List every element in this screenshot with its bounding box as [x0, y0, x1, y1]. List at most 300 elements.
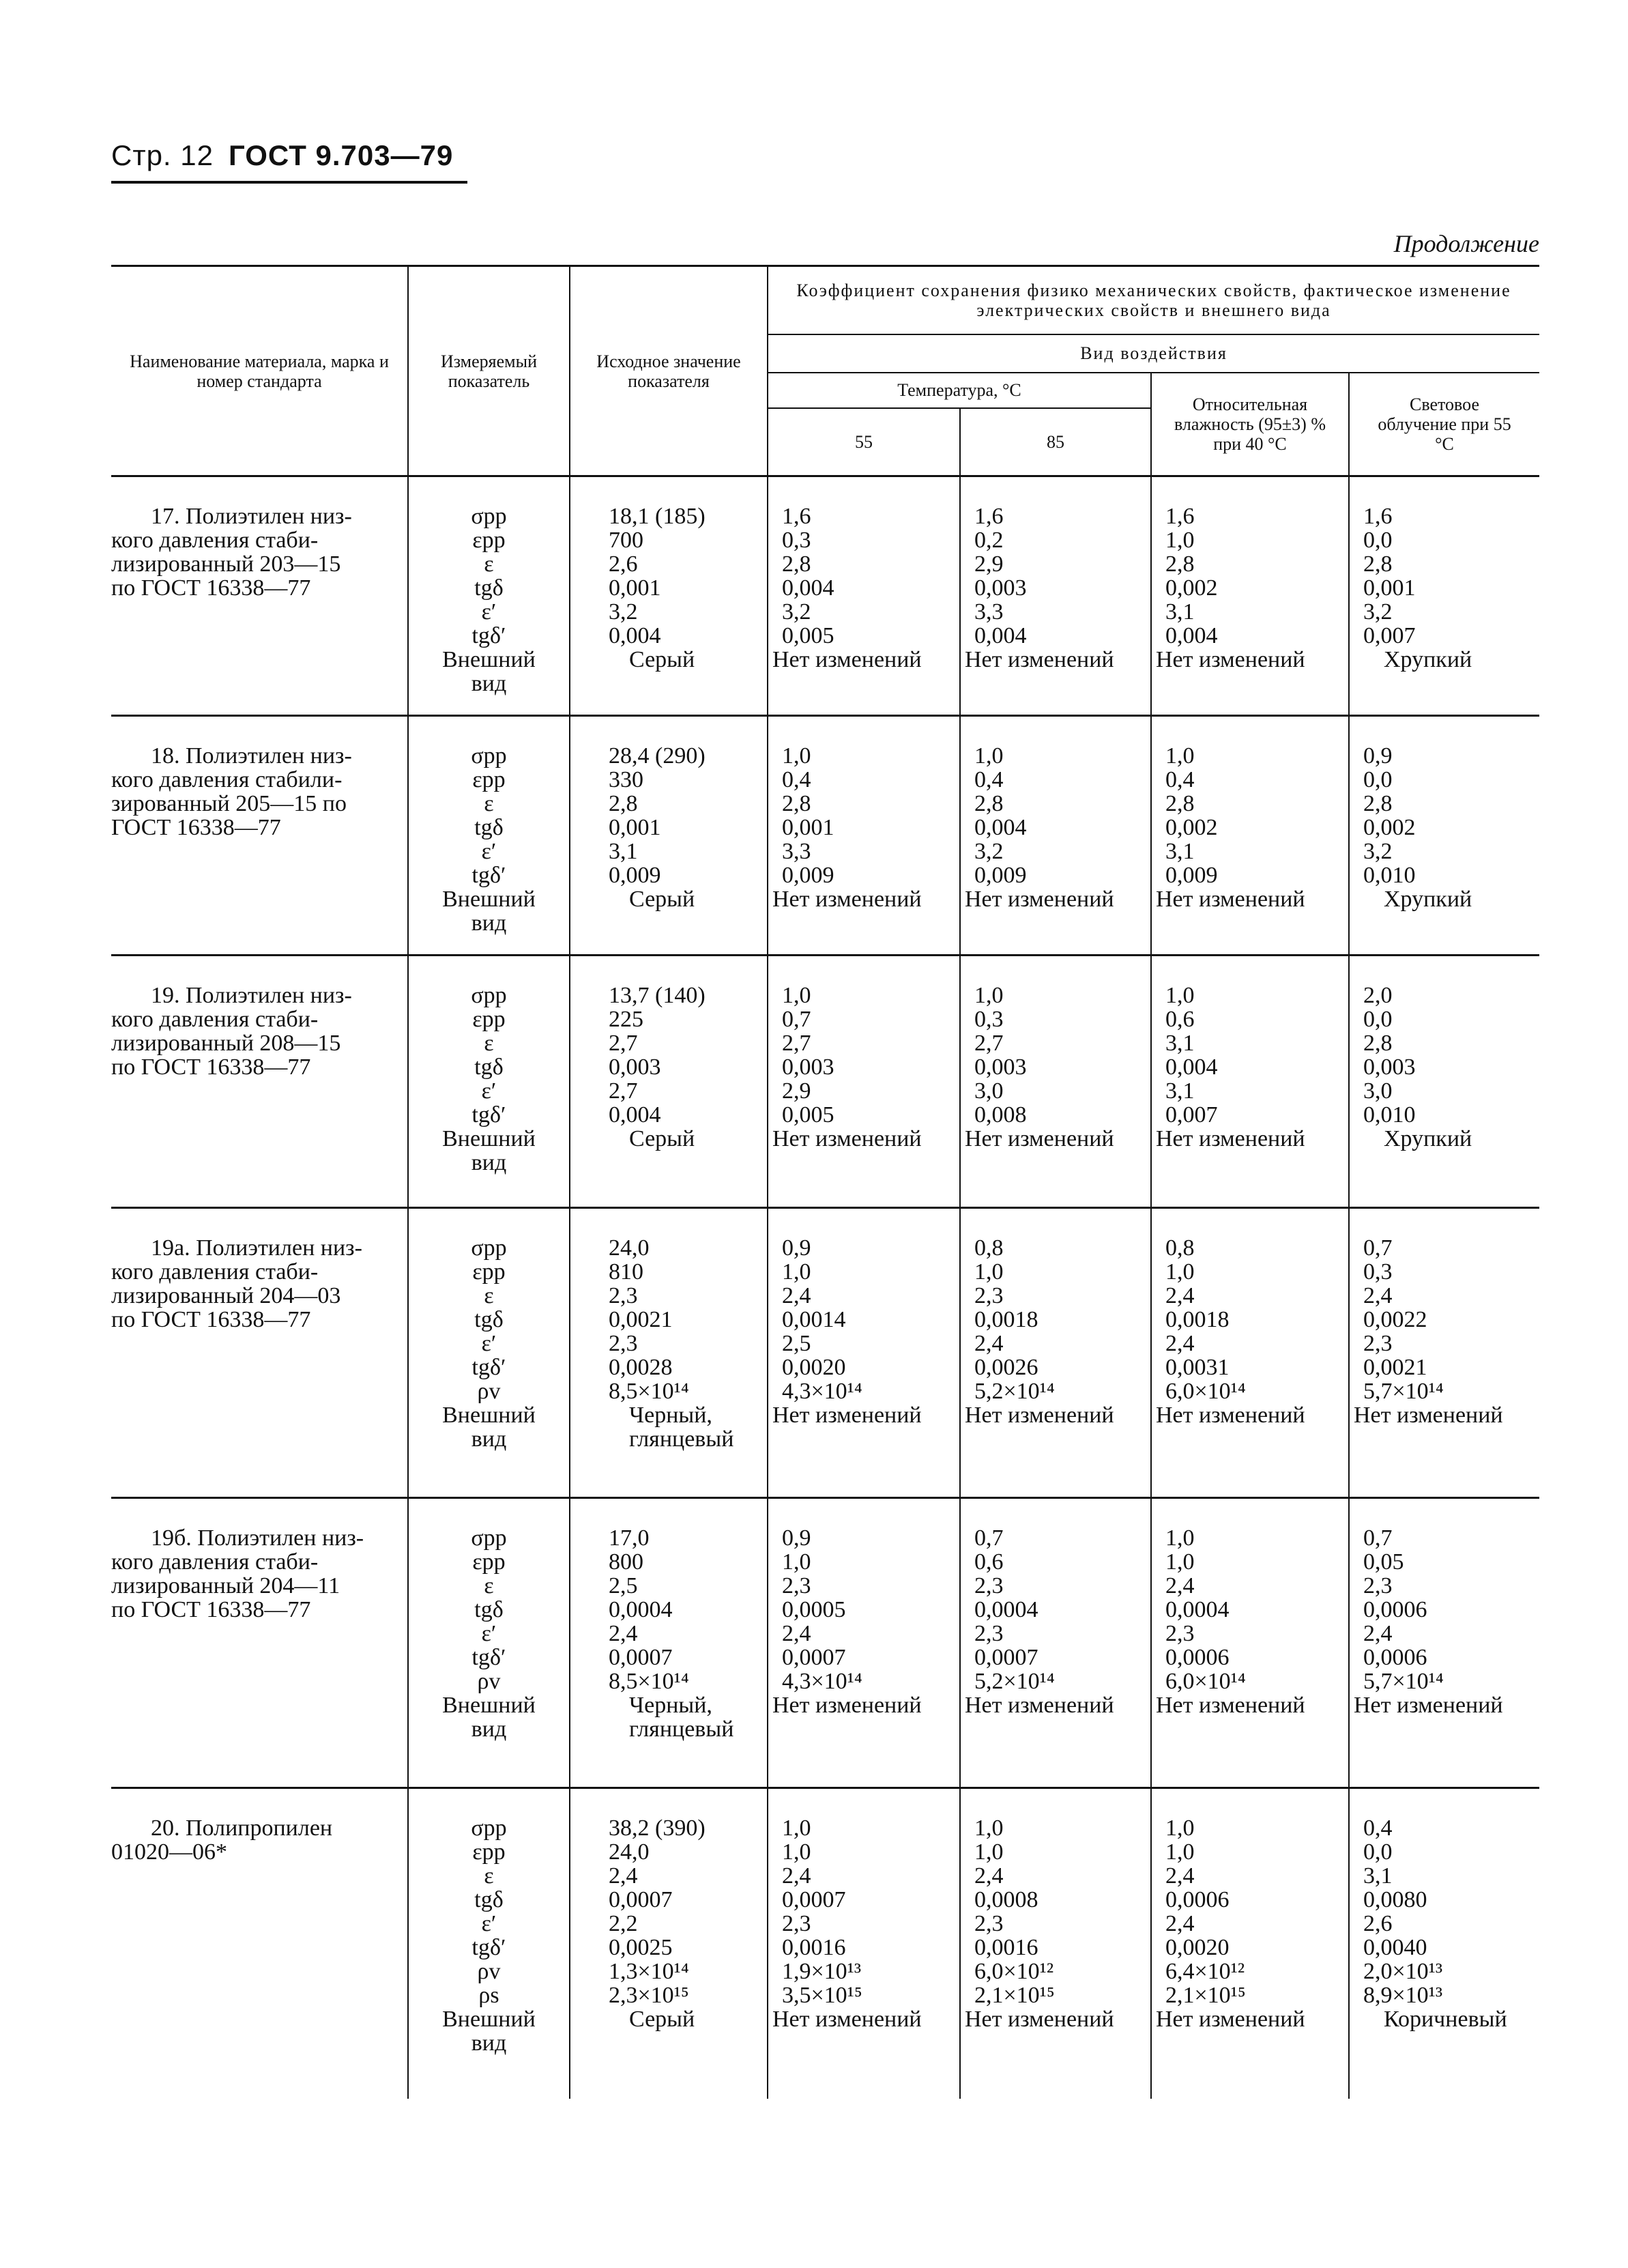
- values-t55: [768, 476, 960, 716]
- value-light: 0,0: [1363, 767, 1393, 792]
- indicator-label: ε: [484, 551, 494, 577]
- indicator-label: Внешний: [442, 2007, 536, 2032]
- material-name-line: кого давления стаби-: [111, 528, 319, 553]
- values-light: [1349, 1208, 1539, 1498]
- initial-value: 28,4 (290): [609, 743, 706, 769]
- value-humidity: 3,1: [1165, 1031, 1195, 1056]
- value-humidity: 6,0×10¹⁴: [1165, 1379, 1246, 1404]
- indicator-label: tgδ′: [471, 1645, 506, 1670]
- material-name-line: 19а. Полиэтилен низ-: [151, 1235, 362, 1261]
- initial-value: 2,8: [609, 791, 638, 816]
- indicator-label: tgδ: [474, 815, 504, 840]
- initial-value: 17,0: [609, 1525, 650, 1551]
- value-t85: Нет изменений: [965, 887, 1114, 912]
- material-name-line: по ГОСТ 16338—77: [111, 1597, 311, 1622]
- table-header: [111, 266, 1539, 476]
- value-light: 0,0: [1363, 1007, 1393, 1032]
- values-light: [1349, 1498, 1539, 1788]
- material-name-line: кого давления стабили-: [111, 767, 343, 792]
- value-t55: 0,7: [782, 1007, 811, 1032]
- table-body: [111, 476, 1539, 2099]
- indicator-label: ε′: [481, 839, 497, 864]
- value-t85: Нет изменений: [965, 1403, 1114, 1428]
- indicator-list: [408, 1208, 570, 1498]
- material-name-line: 17. Полиэтилен низ-: [151, 504, 352, 529]
- initial-value: 2,5: [609, 1573, 638, 1598]
- indicator-label: tgδ: [474, 1887, 504, 1912]
- table-row: [111, 1208, 1539, 1498]
- value-light: 2,0: [1363, 983, 1393, 1008]
- value-t85: Нет изменений: [965, 2007, 1114, 2032]
- material-name: [111, 1208, 408, 1498]
- initial-value: 2,3: [609, 1331, 638, 1356]
- material-name: [111, 1498, 408, 1788]
- initial-value: 3,1: [609, 839, 638, 864]
- value-t85: 0,8: [974, 1235, 1004, 1261]
- values-t55: [768, 1788, 960, 2099]
- value-humidity: 0,0018: [1165, 1307, 1230, 1332]
- value-t85: Нет изменений: [965, 1126, 1114, 1151]
- initial-value: 2,6: [609, 551, 638, 577]
- value-t55: 1,0: [782, 1839, 811, 1865]
- values-t85: [960, 956, 1151, 1208]
- values-humidity: [1151, 716, 1349, 956]
- value-light: 5,7×10¹⁴: [1363, 1379, 1444, 1404]
- values-t85: [960, 716, 1151, 956]
- value-t85: 1,0: [974, 1815, 1004, 1841]
- value-light: 0,007: [1363, 623, 1416, 648]
- material-name-line: лизированный 204—03: [111, 1283, 341, 1308]
- value-t55: 1,0: [782, 1815, 811, 1841]
- indicator-label: σрр: [471, 1815, 507, 1841]
- indicator-label: вид: [471, 2030, 507, 2056]
- value-humidity: 0,8: [1165, 1235, 1195, 1261]
- value-t85: 0,009: [974, 863, 1027, 888]
- initial-value: 330: [609, 767, 643, 792]
- value-humidity: 1,0: [1165, 1525, 1195, 1551]
- indicator-label: Внешний: [442, 1403, 536, 1428]
- material-name-line: 01020—06*: [111, 1839, 227, 1865]
- value-t55: 0,0020: [782, 1355, 846, 1380]
- value-light: Хрупкий: [1384, 1126, 1472, 1151]
- value-t55: 0,001: [782, 815, 834, 840]
- values-light: [1349, 956, 1539, 1208]
- values-humidity: [1151, 956, 1349, 1208]
- initial-values: [570, 716, 768, 956]
- header-temperature: Температура, °С: [768, 373, 1151, 408]
- value-humidity: 3,1: [1165, 1078, 1195, 1104]
- header-light: Световое облучение при 55 °С: [1349, 373, 1539, 476]
- value-t85: 0,0008: [974, 1887, 1038, 1912]
- value-light: 3,1: [1363, 1863, 1393, 1889]
- value-humidity: 0,4: [1165, 767, 1195, 792]
- material-name: [111, 956, 408, 1208]
- values-humidity: [1151, 1208, 1349, 1498]
- value-humidity: 2,4: [1165, 1283, 1195, 1308]
- value-humidity: 1,0: [1165, 1549, 1195, 1575]
- value-t55: 2,4: [782, 1621, 811, 1646]
- value-t55: 3,2: [782, 599, 811, 625]
- initial-value: 13,7 (140): [609, 983, 706, 1008]
- indicator-label: tgδ′: [471, 863, 506, 888]
- indicator-list: [408, 476, 570, 716]
- indicator-label: εрр: [472, 767, 506, 792]
- initial-value: 0,0007: [609, 1887, 673, 1912]
- value-light: 0,0006: [1363, 1645, 1427, 1670]
- initial-value: Серый: [629, 2007, 695, 2032]
- values-t85: [960, 1208, 1151, 1498]
- value-humidity: 2,4: [1165, 1573, 1195, 1598]
- value-humidity: 0,002: [1165, 575, 1218, 601]
- value-t55: 2,4: [782, 1283, 811, 1308]
- value-humidity: 0,0020: [1165, 1935, 1230, 1960]
- value-t55: 0,0007: [782, 1887, 846, 1912]
- indicator-label: εрр: [472, 1549, 506, 1575]
- value-t85: Нет изменений: [965, 1693, 1114, 1718]
- value-light: 5,7×10¹⁴: [1363, 1669, 1444, 1694]
- value-t85: 1,0: [974, 983, 1004, 1008]
- material-name: [111, 716, 408, 956]
- indicator-label: Внешний: [442, 887, 536, 912]
- initial-value: 2,3: [609, 1283, 638, 1308]
- value-light: 3,2: [1363, 599, 1393, 625]
- initial-value: 225: [609, 1007, 643, 1032]
- initial-value: Серый: [629, 647, 695, 672]
- values-t55: [768, 956, 960, 1208]
- value-humidity: 0,0006: [1165, 1887, 1230, 1912]
- material-name-line: по ГОСТ 16338—77: [111, 1054, 311, 1080]
- value-t85: 2,4: [974, 1863, 1004, 1889]
- material-name-line: 19. Полиэтилен низ-: [151, 983, 352, 1008]
- indicator-label: ε′: [481, 1331, 497, 1356]
- indicator-label: ε′: [481, 1078, 497, 1104]
- value-light: 0,0: [1363, 1839, 1393, 1865]
- page-header: [111, 139, 453, 173]
- value-t55: 0,004: [782, 575, 834, 601]
- initial-value: 0,001: [609, 815, 661, 840]
- initial-value: 2,2: [609, 1911, 638, 1936]
- value-light: 2,4: [1363, 1621, 1393, 1646]
- header-rule: [111, 181, 467, 184]
- value-light: 0,9: [1363, 743, 1393, 769]
- value-t55: 1,0: [782, 743, 811, 769]
- value-t55: Нет изменений: [772, 1126, 922, 1151]
- value-t55: 2,8: [782, 791, 811, 816]
- value-light: 2,3: [1363, 1331, 1393, 1356]
- initial-value: 2,4: [609, 1621, 638, 1646]
- indicator-label: tgδ′: [471, 623, 506, 648]
- indicator-label: εрр: [472, 528, 506, 553]
- value-humidity: 6,4×10¹²: [1165, 1959, 1245, 1984]
- value-humidity: 3,1: [1165, 599, 1195, 625]
- value-t55: 1,0: [782, 1549, 811, 1575]
- value-t55: 0,005: [782, 623, 834, 648]
- value-humidity: Нет изменений: [1156, 1693, 1305, 1718]
- value-t85: 0,008: [974, 1102, 1027, 1128]
- value-light: 0,002: [1363, 815, 1416, 840]
- material-name-line: кого давления стаби-: [111, 1007, 319, 1032]
- value-t85: 1,0: [974, 1839, 1004, 1865]
- initial-values: [570, 1208, 768, 1498]
- value-humidity: Нет изменений: [1156, 887, 1305, 912]
- header-coefficient: Коэффициент сохранения физико механических свойств, фактическое изменение электрических свойств и внешнего вида: [768, 266, 1539, 334]
- value-t85: 1,0: [974, 1259, 1004, 1284]
- initial-value: 38,2 (390): [609, 1815, 706, 1841]
- material-name: [111, 1788, 408, 2099]
- value-t85: 0,0026: [974, 1355, 1038, 1380]
- material-name: [111, 476, 408, 716]
- value-humidity: Нет изменений: [1156, 1403, 1305, 1428]
- indicator-label: ρv: [477, 1959, 501, 1984]
- initial-value: 24,0: [609, 1235, 650, 1261]
- value-light: 8,9×10¹³: [1363, 1983, 1443, 2008]
- value-light: 1,6: [1363, 504, 1393, 529]
- value-humidity: 0,0006: [1165, 1645, 1230, 1670]
- value-t85: 3,2: [974, 839, 1004, 864]
- value-light: 0,0021: [1363, 1355, 1427, 1380]
- value-t55: 0,4: [782, 767, 811, 792]
- value-t85: 2,3: [974, 1283, 1004, 1308]
- value-t55: 2,4: [782, 1863, 811, 1889]
- value-t85: 6,0×10¹²: [974, 1959, 1054, 1984]
- initial-value: 0,009: [609, 863, 661, 888]
- value-light: 2,3: [1363, 1573, 1393, 1598]
- value-light: 0,0006: [1363, 1597, 1427, 1622]
- value-t85: 0,0004: [974, 1597, 1038, 1622]
- indicator-label: ρv: [477, 1379, 501, 1404]
- header-material: Наименование материала, марка и номер стандарта: [111, 266, 408, 476]
- value-humidity: 0,6: [1165, 1007, 1195, 1032]
- indicator-list: [408, 716, 570, 956]
- value-light: 0,4: [1363, 1815, 1393, 1841]
- value-humidity: 2,8: [1165, 551, 1195, 577]
- initial-value: 0,004: [609, 623, 661, 648]
- value-light: 2,4: [1363, 1283, 1393, 1308]
- material-name-line: 19б. Полиэтилен низ-: [151, 1525, 364, 1551]
- value-t55: 0,0005: [782, 1597, 846, 1622]
- value-t55: 2,7: [782, 1031, 811, 1056]
- indicator-list: [408, 956, 570, 1208]
- value-t85: Нет изменений: [965, 647, 1114, 672]
- initial-value: 0,0007: [609, 1645, 673, 1670]
- material-name-line: кого давления стаби-: [111, 1259, 319, 1284]
- value-t85: 2,3: [974, 1911, 1004, 1936]
- value-humidity: 3,1: [1165, 839, 1195, 864]
- initial-value: 0,004: [609, 1102, 661, 1128]
- properties-table: [111, 265, 1539, 2099]
- indicator-label: вид: [471, 671, 507, 696]
- initial-value: 8,5×10¹⁴: [609, 1669, 689, 1694]
- values-light: [1349, 1788, 1539, 2099]
- value-humidity: 0,004: [1165, 623, 1218, 648]
- value-t55: 2,5: [782, 1331, 811, 1356]
- value-light: 0,05: [1363, 1549, 1404, 1575]
- value-light: 0,3: [1363, 1259, 1393, 1284]
- value-light: 0,7: [1363, 1525, 1393, 1551]
- header-temp-85: 85: [960, 408, 1151, 476]
- initial-value: Серый: [629, 887, 695, 912]
- material-name-line: 18. Полиэтилен низ-: [151, 743, 352, 769]
- value-t85: 2,9: [974, 551, 1004, 577]
- standard-number: ГОСТ 9.703—79: [228, 139, 454, 171]
- value-humidity: 1,0: [1165, 1815, 1195, 1841]
- header-humidity: Относительная влажность (95±3) % при 40 °С: [1151, 373, 1349, 476]
- value-t55: 4,3×10¹⁴: [782, 1379, 862, 1404]
- value-light: 2,8: [1363, 791, 1393, 816]
- header-indicator: Измеряемый показатель: [408, 266, 570, 476]
- value-t85: 2,4: [974, 1331, 1004, 1356]
- value-t55: 3,5×10¹⁵: [782, 1983, 862, 2008]
- value-t85: 0,003: [974, 575, 1027, 601]
- value-t55: 0,9: [782, 1525, 811, 1551]
- value-light: 2,8: [1363, 551, 1393, 577]
- value-light: Коричневый: [1384, 2007, 1507, 2032]
- header-temp-55: 55: [768, 408, 960, 476]
- indicator-label: вид: [471, 1426, 507, 1452]
- value-t85: 1,0: [974, 743, 1004, 769]
- value-light: 0,0: [1363, 528, 1393, 553]
- value-t55: 1,9×10¹³: [782, 1959, 862, 1984]
- value-light: Нет изменений: [1354, 1403, 1503, 1428]
- indicator-label: ε′: [481, 599, 497, 625]
- material-name-line: кого давления стаби-: [111, 1549, 319, 1575]
- value-humidity: 2,3: [1165, 1621, 1195, 1646]
- value-humidity: 1,0: [1165, 1839, 1195, 1865]
- value-t55: 2,9: [782, 1078, 811, 1104]
- material-name-line: зированный 205—15 по: [111, 791, 347, 816]
- value-t85: 0,003: [974, 1054, 1027, 1080]
- value-light: Хрупкий: [1384, 887, 1472, 912]
- value-light: 2,6: [1363, 1911, 1393, 1936]
- value-t85: 2,1×10¹⁵: [974, 1983, 1055, 2008]
- indicator-list: [408, 1788, 570, 2099]
- value-t55: 1,0: [782, 1259, 811, 1284]
- initial-values: [570, 476, 768, 716]
- value-humidity: 6,0×10¹⁴: [1165, 1669, 1246, 1694]
- indicator-label: εрр: [472, 1839, 506, 1865]
- indicator-label: ε: [484, 1031, 494, 1056]
- initial-value: 2,7: [609, 1078, 638, 1104]
- table-row: [111, 1498, 1539, 1788]
- values-light: [1349, 716, 1539, 956]
- value-t85: 0,004: [974, 623, 1027, 648]
- values-t85: [960, 1498, 1151, 1788]
- indicator-label: ε: [484, 1283, 494, 1308]
- material-name-line: по ГОСТ 16338—77: [111, 1307, 311, 1332]
- initial-value: 0,0025: [609, 1935, 673, 1960]
- value-t55: 1,6: [782, 504, 811, 529]
- value-humidity: 1,0: [1165, 1259, 1195, 1284]
- value-t85: 0,0007: [974, 1645, 1038, 1670]
- value-humidity: 0,004: [1165, 1054, 1218, 1080]
- initial-values: [570, 1788, 768, 2099]
- values-t55: [768, 1208, 960, 1498]
- indicator-label: ε′: [481, 1621, 497, 1646]
- value-humidity: 2,4: [1165, 1911, 1195, 1936]
- value-t85: 1,6: [974, 504, 1004, 529]
- indicator-label: ε′: [481, 1911, 497, 1936]
- initial-value: 1,3×10¹⁴: [609, 1959, 689, 1984]
- value-t85: 0,0016: [974, 1935, 1038, 1960]
- table-row: [111, 1788, 1539, 2099]
- indicator-label: σрр: [471, 504, 507, 529]
- value-light: 0,0040: [1363, 1935, 1427, 1960]
- value-t55: Нет изменений: [772, 647, 922, 672]
- material-name-line: по ГОСТ 16338—77: [111, 575, 311, 601]
- value-light: 0,003: [1363, 1054, 1416, 1080]
- material-name-line: ГОСТ 16338—77: [111, 815, 281, 840]
- value-t85: 2,7: [974, 1031, 1004, 1056]
- indicator-label: εрр: [472, 1259, 506, 1284]
- value-humidity: 2,8: [1165, 791, 1195, 816]
- initial-value: 810: [609, 1259, 643, 1284]
- values-t85: [960, 476, 1151, 716]
- value-t55: 3,3: [782, 839, 811, 864]
- value-t85: 0,004: [974, 815, 1027, 840]
- material-name-line: 20. Полипропилен: [151, 1815, 333, 1841]
- value-humidity: 2,4: [1165, 1863, 1195, 1889]
- value-t55: 0,0014: [782, 1307, 846, 1332]
- value-light: 0,0080: [1363, 1887, 1427, 1912]
- initial-value: глянцевый: [629, 1717, 734, 1742]
- value-t85: 5,2×10¹⁴: [974, 1379, 1055, 1404]
- value-light: 0,010: [1363, 1102, 1416, 1128]
- value-light: 2,8: [1363, 1031, 1393, 1056]
- value-t85: 5,2×10¹⁴: [974, 1669, 1055, 1694]
- value-t85: 0,0018: [974, 1307, 1038, 1332]
- initial-value: 0,0028: [609, 1355, 673, 1380]
- value-humidity: Нет изменений: [1156, 1126, 1305, 1151]
- value-t85: 3,3: [974, 599, 1004, 625]
- indicator-label: Внешний: [442, 1693, 536, 1718]
- values-humidity: [1151, 1788, 1349, 2099]
- value-light: 0,001: [1363, 575, 1416, 601]
- initial-value: Черный,: [629, 1403, 712, 1428]
- value-light: 3,2: [1363, 839, 1393, 864]
- material-name-line: лизированный 204—11: [111, 1573, 340, 1598]
- value-t55: 2,8: [782, 551, 811, 577]
- indicator-label: Внешний: [442, 647, 536, 672]
- initial-value: глянцевый: [629, 1426, 734, 1452]
- values-t85: [960, 1788, 1151, 2099]
- indicator-label: вид: [471, 1150, 507, 1175]
- value-t55: 2,3: [782, 1911, 811, 1936]
- value-t85: 0,4: [974, 767, 1004, 792]
- indicator-label: ε: [484, 1863, 494, 1889]
- value-t55: Нет изменений: [772, 1693, 922, 1718]
- indicator-label: ρs: [478, 1983, 499, 2008]
- value-t85: 2,8: [974, 791, 1004, 816]
- value-t55: 1,0: [782, 983, 811, 1008]
- indicator-label: σрр: [471, 983, 507, 1008]
- value-humidity: 1,0: [1165, 743, 1195, 769]
- value-light: 0,7: [1363, 1235, 1393, 1261]
- initial-value: Серый: [629, 1126, 695, 1151]
- indicator-label: σрр: [471, 1525, 507, 1551]
- value-t85: 0,7: [974, 1525, 1004, 1551]
- indicator-label: tgδ′: [471, 1102, 506, 1128]
- table-row: [111, 476, 1539, 716]
- value-t85: 2,3: [974, 1621, 1004, 1646]
- value-t55: 0,005: [782, 1102, 834, 1128]
- value-t85: 2,3: [974, 1573, 1004, 1598]
- indicator-label: tgδ: [474, 1054, 504, 1080]
- value-t55: 4,3×10¹⁴: [782, 1669, 862, 1694]
- values-humidity: [1151, 476, 1349, 716]
- value-light: Нет изменений: [1354, 1693, 1503, 1718]
- value-humidity: Нет изменений: [1156, 2007, 1305, 2032]
- indicator-label: вид: [471, 1717, 507, 1742]
